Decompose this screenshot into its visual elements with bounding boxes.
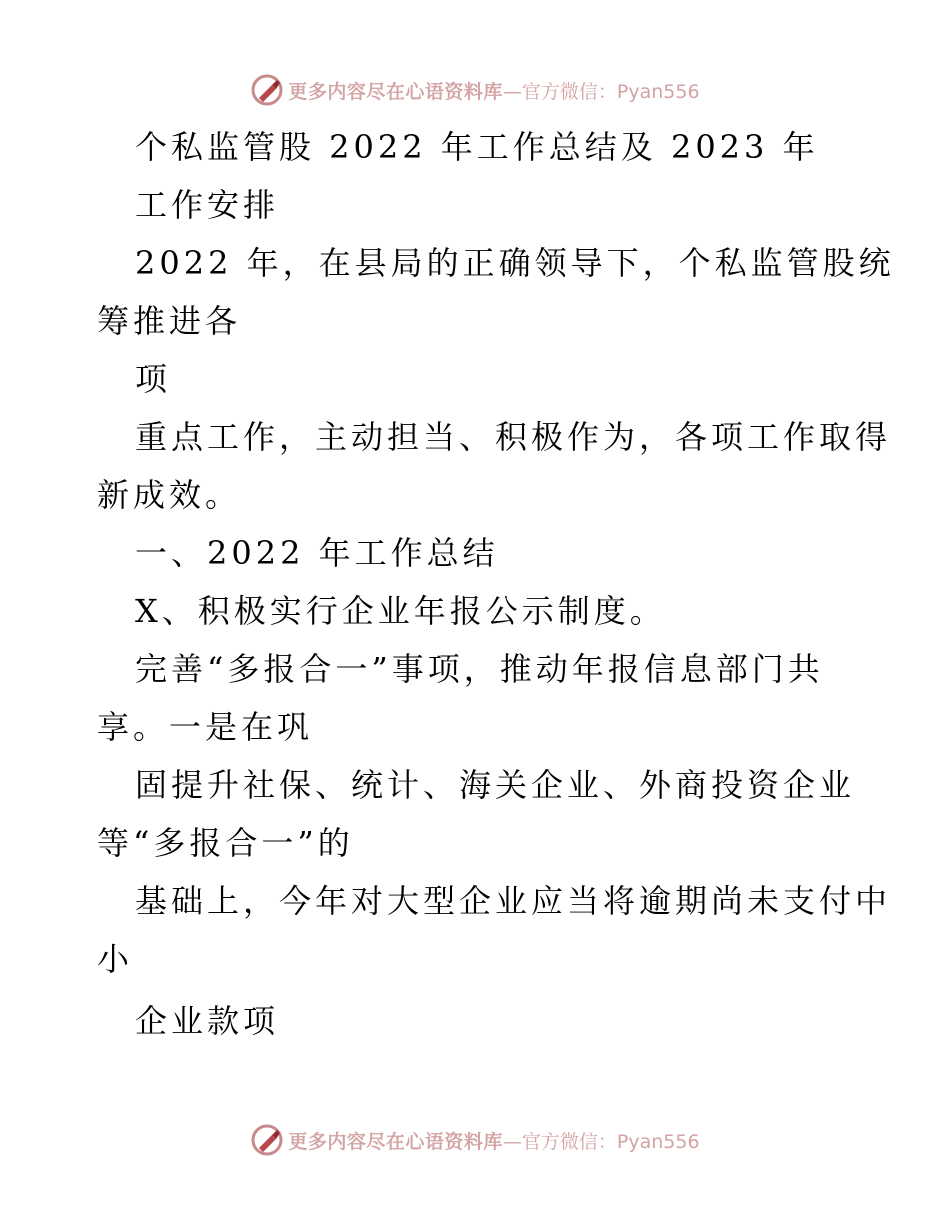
doc-title-line-1: 个私监管股 2022 年工作总结及 2023 年 bbox=[135, 128, 819, 166]
watermark-wechat-text: —官方微信：Pyan556 bbox=[502, 80, 700, 103]
paragraph-line: 享。一是在巩 bbox=[97, 708, 314, 746]
section-heading: 一、2022 年工作总结 bbox=[135, 534, 499, 572]
paragraph-line: 基础上，今年对大型企业应当将逾期尚未支付中 bbox=[135, 882, 892, 920]
watermark-site-text: 更多内容尽在心语资料库 bbox=[288, 80, 503, 103]
paragraph-line: 2022 年，在县局的正确领导下，个私监管股统 bbox=[135, 244, 895, 282]
paragraph-line: 小 bbox=[97, 940, 134, 978]
paragraph-line: 固提升社保、统计、海关企业、外商投资企业 bbox=[135, 766, 856, 804]
subsection-heading: X、积极实行企业年报公示制度。 bbox=[135, 592, 666, 630]
doc-title-line-2: 工作安排 bbox=[135, 186, 280, 224]
pen-nib-logo-icon bbox=[250, 73, 284, 107]
watermark-site-text: 更多内容尽在心语资料库 bbox=[288, 1130, 503, 1153]
watermark-wechat-text: —官方微信：Pyan556 bbox=[502, 1130, 700, 1153]
paragraph-line: 新成效。 bbox=[97, 476, 242, 514]
header-watermark bbox=[0, 70, 950, 110]
paragraph-line: 等“多报合一”的 bbox=[97, 824, 354, 862]
paragraph-line: 企业款项 bbox=[135, 1002, 280, 1040]
paragraph-line: 筹推进各 bbox=[97, 302, 242, 340]
pen-nib-logo-icon bbox=[250, 1123, 284, 1157]
paragraph-line: 项 bbox=[135, 360, 172, 398]
footer-watermark bbox=[0, 1120, 950, 1160]
paragraph-line: 完善“多报合一”事项，推动年报信息部门共 bbox=[135, 650, 824, 688]
paragraph-line: 重点工作，主动担当、积极作为，各项工作取得 bbox=[135, 418, 892, 456]
